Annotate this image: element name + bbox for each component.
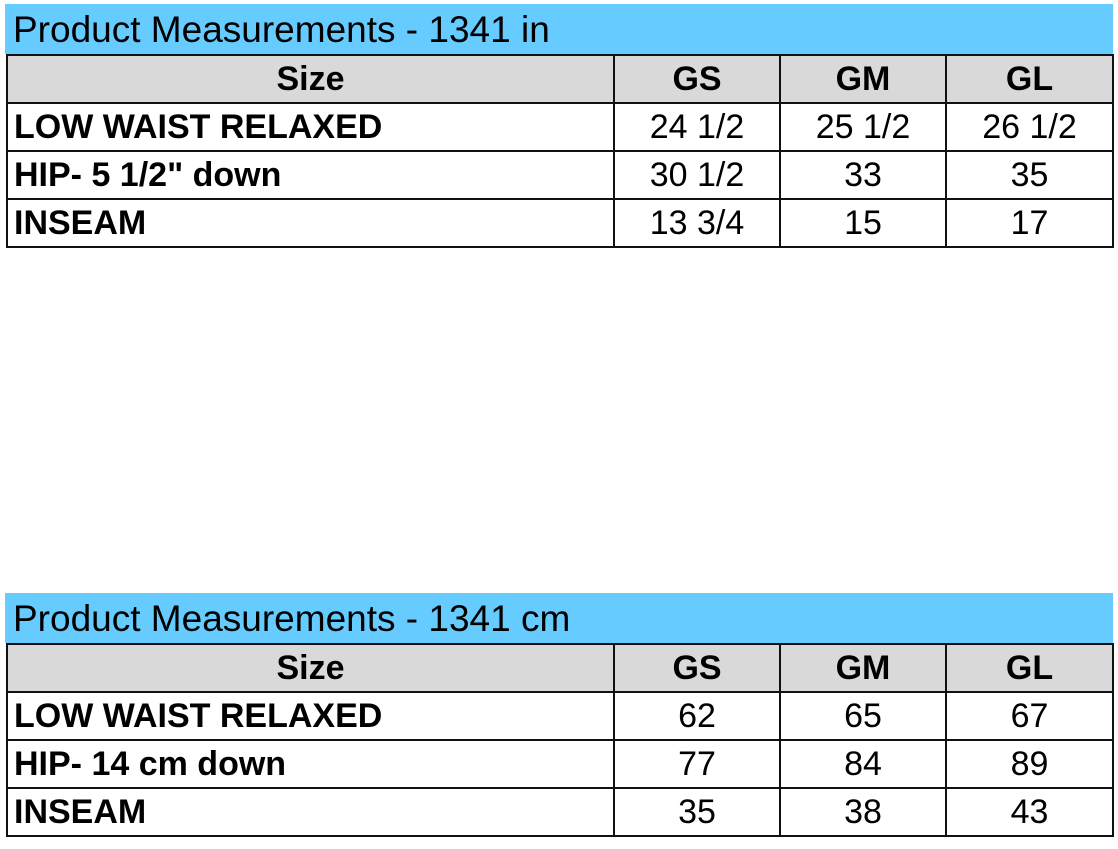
gm-value: 25 1/2 [780, 103, 946, 151]
gl-value: 89 [946, 740, 1113, 788]
inch-measurements-table [6, 54, 1114, 248]
cm-measurements-table [6, 643, 1114, 837]
size-column-header: Size [7, 55, 614, 103]
gl-value: 26 1/2 [946, 103, 1113, 151]
gs-value: 13 3/4 [614, 199, 780, 247]
gs-value: 24 1/2 [614, 103, 780, 151]
inch-measurements-section [5, 4, 1113, 248]
row-label: INSEAM [7, 199, 614, 247]
gs-value: 77 [614, 740, 780, 788]
table-header-row [7, 644, 1113, 692]
gl-value: 67 [946, 692, 1113, 740]
gs-column-header: GS [614, 644, 780, 692]
gl-value: 43 [946, 788, 1113, 836]
table-row [7, 151, 1113, 199]
gm-column-header: GM [780, 644, 946, 692]
gl-column-header: GL [946, 644, 1113, 692]
cm-table-title: Product Measurements - 1341 cm [5, 593, 1113, 643]
row-label: HIP- 14 cm down [7, 740, 614, 788]
gm-value: 65 [780, 692, 946, 740]
gs-column-header: GS [614, 55, 780, 103]
cm-measurements-section [5, 593, 1113, 837]
table-row [7, 788, 1113, 836]
row-label: HIP- 5 1/2" down [7, 151, 614, 199]
gm-column-header: GM [780, 55, 946, 103]
gl-value: 35 [946, 151, 1113, 199]
gl-value: 17 [946, 199, 1113, 247]
gs-value: 62 [614, 692, 780, 740]
row-label: INSEAM [7, 788, 614, 836]
table-row [7, 740, 1113, 788]
gs-value: 35 [614, 788, 780, 836]
gs-value: 30 1/2 [614, 151, 780, 199]
gm-value: 15 [780, 199, 946, 247]
gm-value: 33 [780, 151, 946, 199]
gl-column-header: GL [946, 55, 1113, 103]
table-row [7, 103, 1113, 151]
gm-value: 84 [780, 740, 946, 788]
inch-table-title: Product Measurements - 1341 in [5, 4, 1113, 54]
size-column-header: Size [7, 644, 614, 692]
gm-value: 38 [780, 788, 946, 836]
row-label: LOW WAIST RELAXED [7, 692, 614, 740]
table-row [7, 199, 1113, 247]
table-row [7, 692, 1113, 740]
table-header-row [7, 55, 1113, 103]
row-label: LOW WAIST RELAXED [7, 103, 614, 151]
